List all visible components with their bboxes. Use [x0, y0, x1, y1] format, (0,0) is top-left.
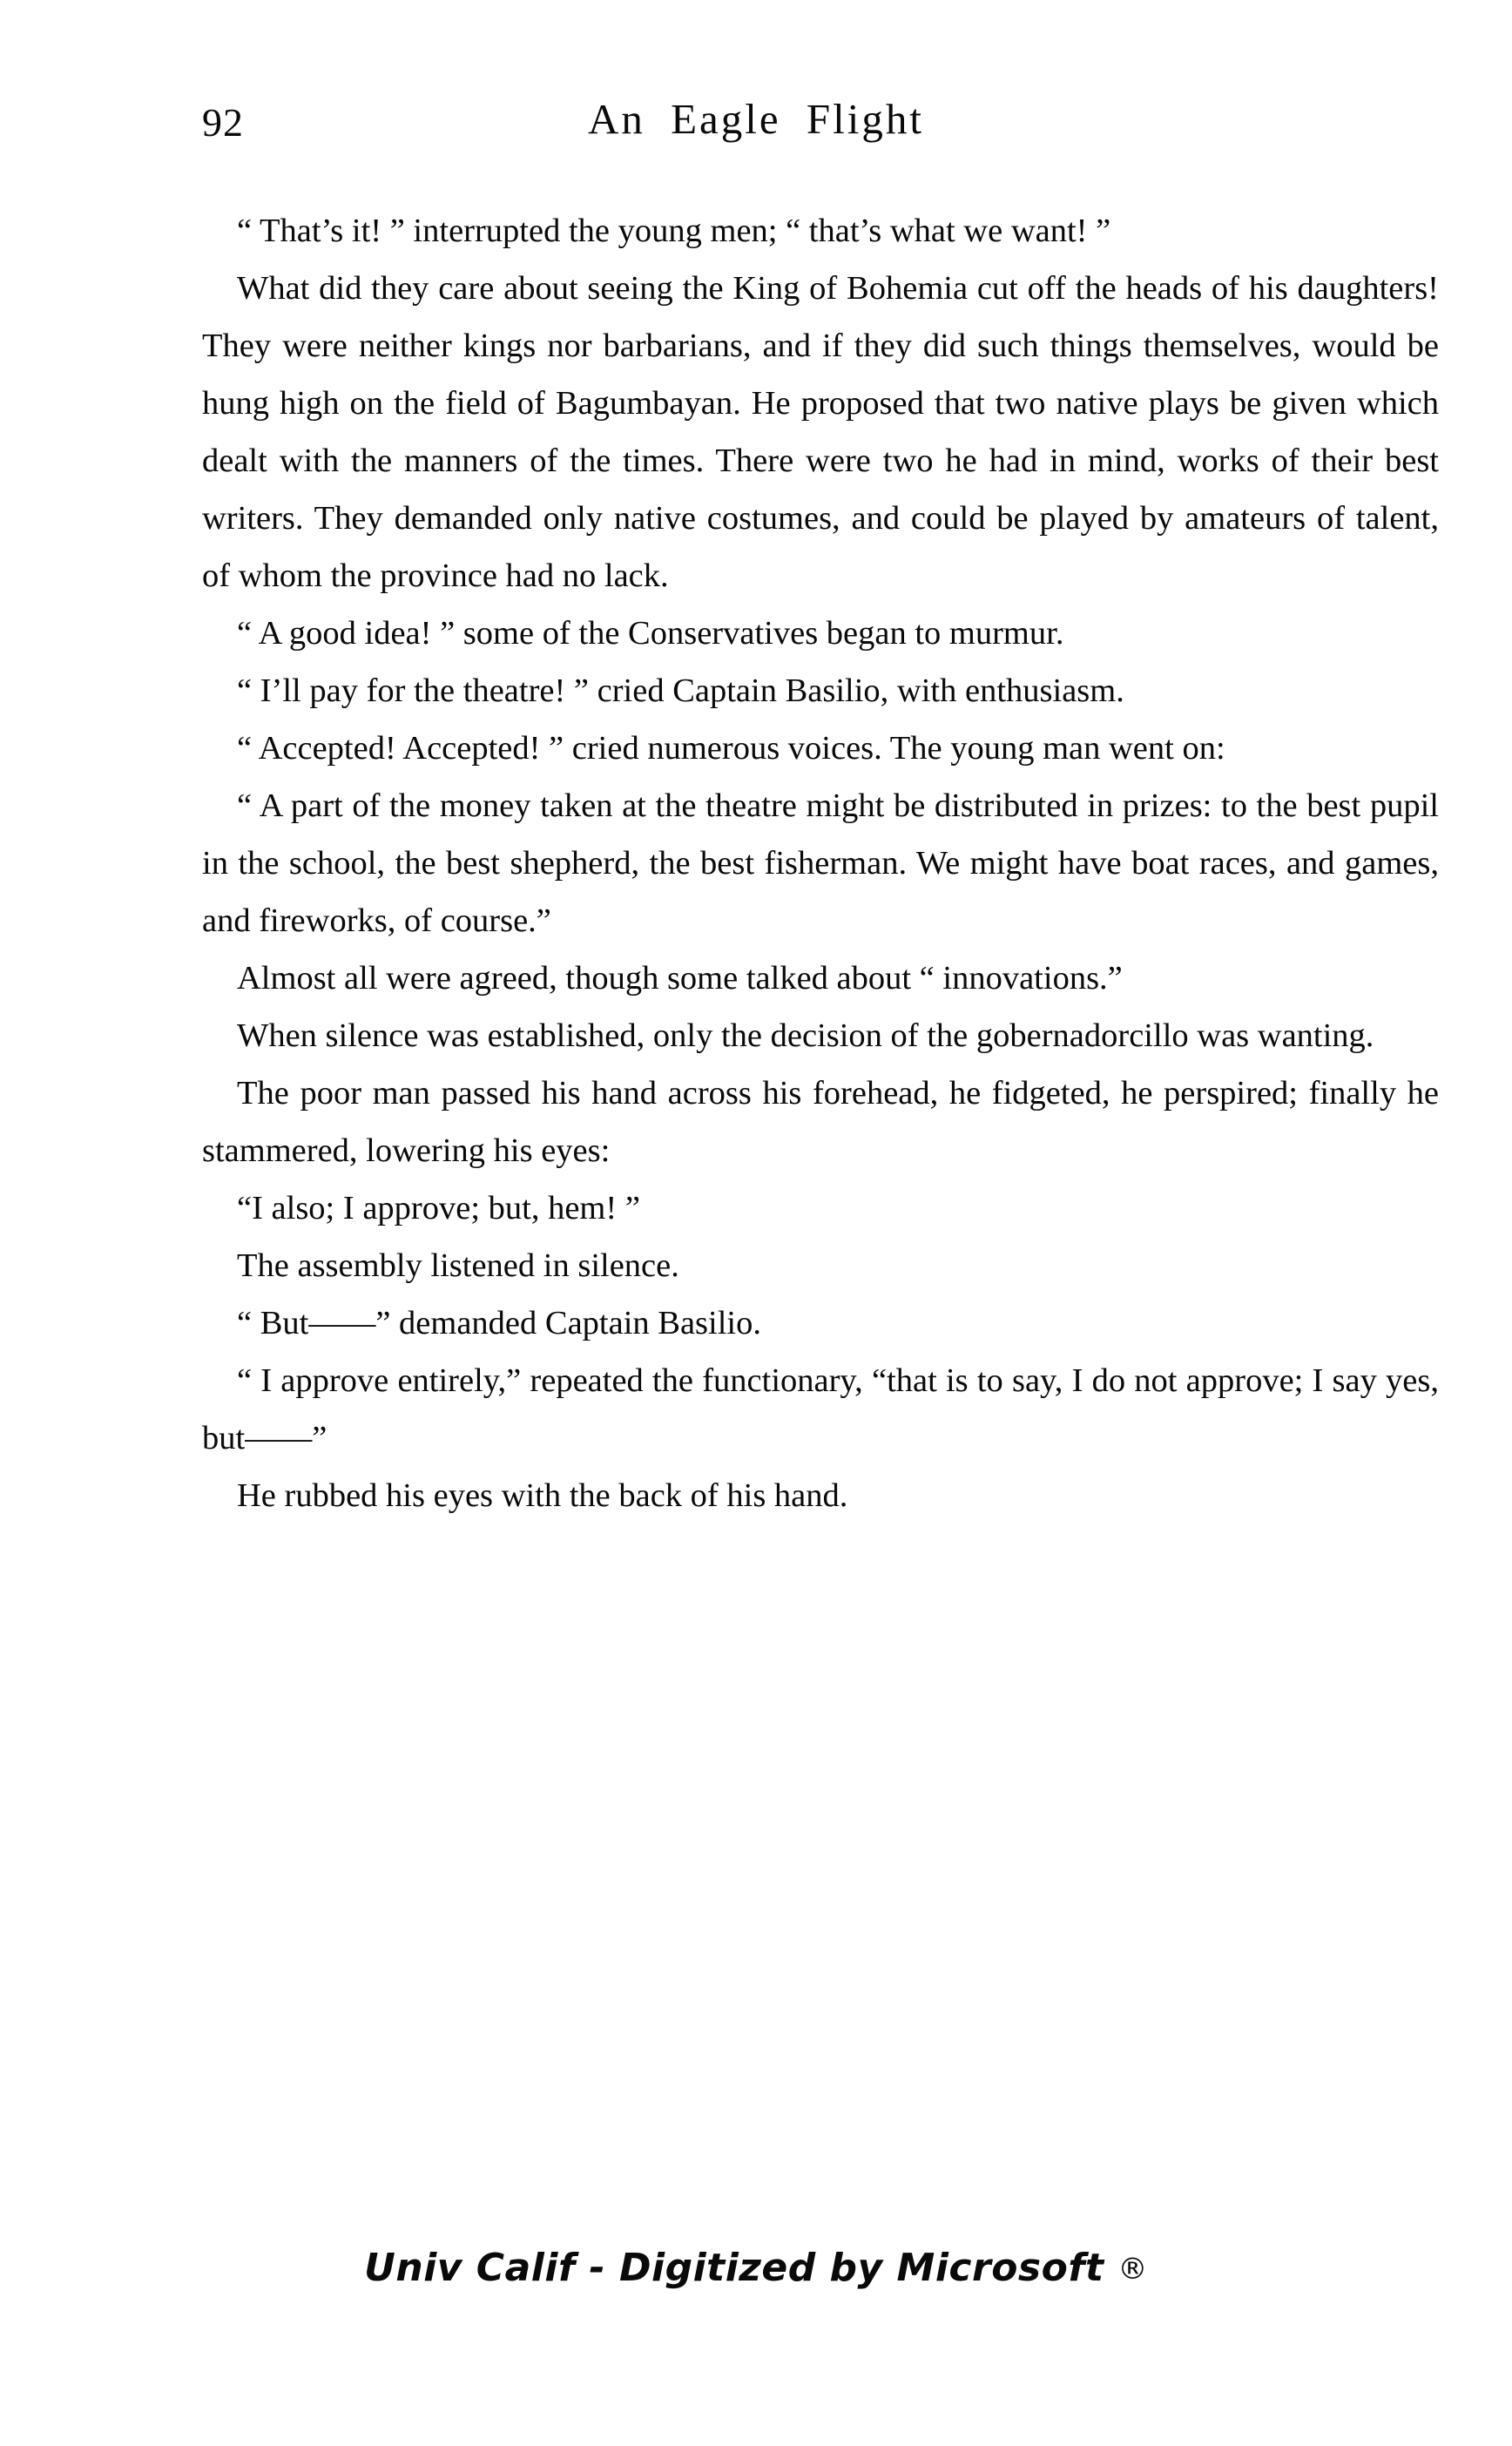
paragraph: When silence was established, only the decision of the gobernadorcillo was wanting.: [237, 1017, 1374, 1054]
paragraph: “ A good idea! ” some of the Conservatives began to murmur.: [237, 615, 1064, 652]
paragraph: What did they care about seeing the King of Bohemia cut off the heads of his daughters! They were neither kings nor barbarians, and if they did such things themselves, would be hung high on the field of Bagumbayan. He proposed that two native plays be given which dealt with the manners of the times. There were two he had in mind, works of their best writers. They demanded only native costumes, and could be played by amateurs of talent, of whom the province had no lack.: [202, 270, 1439, 594]
page-body: [202, 202, 1439, 1524]
page-footer: [0, 2246, 1512, 2290]
footer-text: Univ Calif - Digitized by Microsoft: [364, 2246, 1104, 2290]
running-title: An Eagle Flight: [587, 95, 925, 143]
paragraph: Almost all were agreed, though some talked about “ innovations.”: [237, 960, 1123, 997]
paragraph: “I also; I approve; but, hem! ”: [237, 1190, 640, 1226]
paragraph: The poor man passed his hand across his forehead, he fidgeted, he perspired; finally he stammered, lowering his eyes:: [202, 1075, 1439, 1169]
paragraph: “ Accepted! Accepted! ” cried numerous voices. The young man went on:: [237, 730, 1225, 767]
paragraph: “ I approve entirely,” repeated the functionary, “that is to say, I do not approve; I say yes, but——”: [202, 1362, 1439, 1456]
paragraph: The assembly listened in silence.: [237, 1247, 679, 1284]
paragraph: He rubbed his eyes with the back of his hand.: [237, 1477, 848, 1514]
page-header: [0, 94, 1512, 155]
registered-trademark-icon: ®: [1117, 2252, 1148, 2287]
paragraph: “ A part of the money taken at the theatre might be distributed in prizes: to the best pupil in the school, the best shepherd, the best fisherman. We might have boat races, and games, and fireworks, of course.”: [202, 787, 1439, 939]
paragraph: “ But——” demanded Captain Basilio.: [237, 1305, 761, 1341]
page-number: 92: [202, 100, 244, 145]
paragraph: “ I’ll pay for the theatre! ” cried Captain Basilio, with enthusiasm.: [237, 672, 1124, 709]
paragraph: “ That’s it! ” interrupted the young men; “ that’s what we want! ”: [237, 213, 1111, 249]
